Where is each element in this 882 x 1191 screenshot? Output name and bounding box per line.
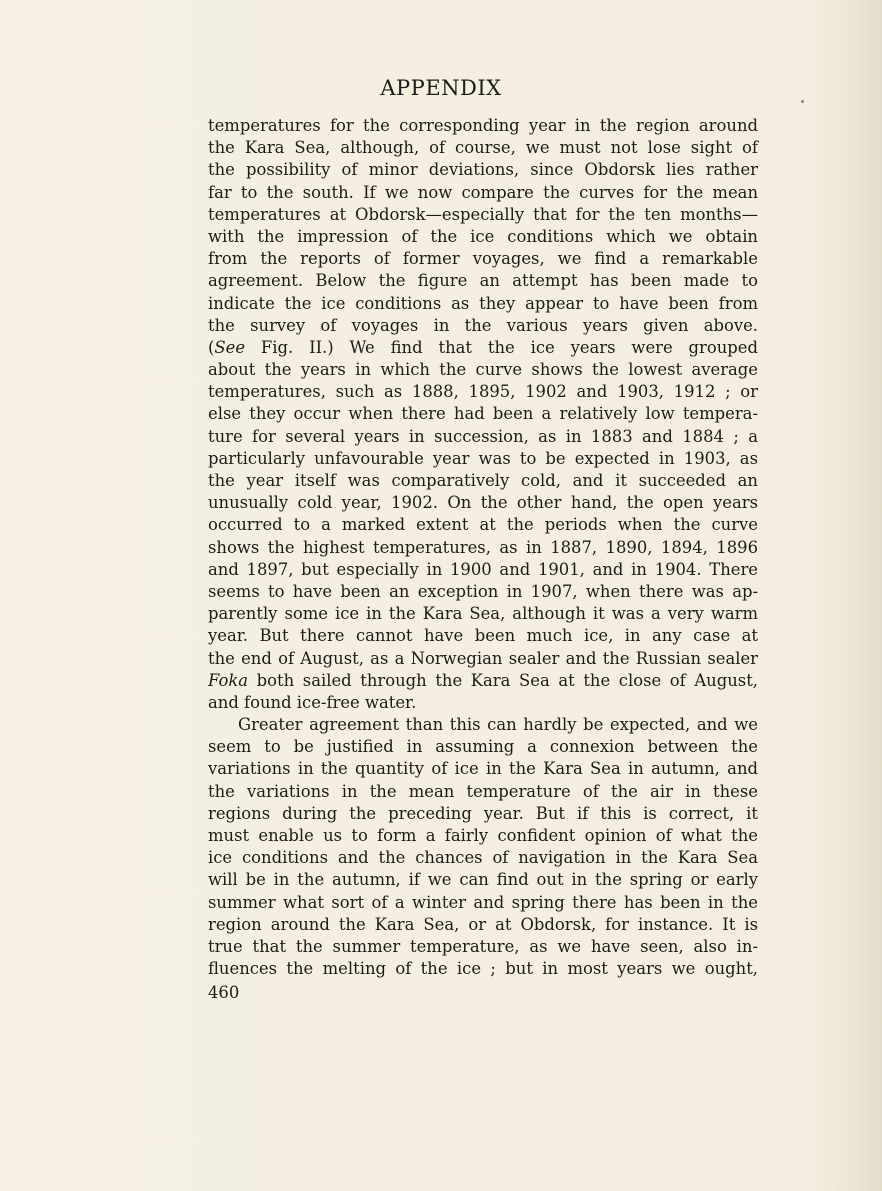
- text-line: agreement. Below the figure an attempt has been made to: [208, 271, 758, 291]
- text-line: true that the summer temperature, as we have seen, also in-: [208, 936, 758, 956]
- text-line: the variations in the mean temperature of the air in these: [208, 781, 758, 801]
- text-line: Greater agreement than this can hardly be expected, and we: [238, 715, 758, 735]
- text-line: from the reports of former voyages, we find a remarkable: [208, 249, 758, 269]
- text-line: temperatures at Obdorsk—especially that for the ten months—: [208, 204, 758, 224]
- text-line: summer what sort of a winter and spring there has been in the: [208, 892, 758, 912]
- text-line: about the years in which the curve shows the lowest average: [208, 360, 758, 380]
- line-text: Fig. II.) We find that the ice years were grouped: [245, 337, 758, 357]
- italic-term: Foka: [208, 670, 249, 690]
- text-line: the end of August, as a Norwegian sealer and the Russian sealer: [208, 648, 758, 668]
- page-number: 460: [208, 983, 240, 1002]
- line-text: (: [208, 337, 215, 357]
- text-line: must enable us to form a fairly confident opinion of what the: [208, 826, 758, 845]
- text-line: variations in the quantity of ice in the Kara Sea in autumn, and: [208, 759, 758, 779]
- text-line: temperatures for the corresponding year in the region around: [208, 116, 758, 135]
- text-line: the survey of voyages in the various years given above.: [208, 315, 758, 335]
- text-line: [208, 670, 758, 692]
- text-line: else they occur when there had been a relatively low tempera-: [208, 404, 758, 424]
- text-line: the year itself was comparatively cold, and it succeeded an: [208, 471, 758, 490]
- text-line: ice conditions and the chances of navigation in the Kara Sea: [208, 848, 758, 868]
- running-header: APPENDIX: [380, 76, 502, 100]
- paper-speck: [801, 100, 804, 103]
- italic-term: See: [214, 337, 246, 357]
- text-line: parently some ice in the Kara Sea, although it was a very warm: [208, 604, 758, 624]
- text-line: with the impression of the ice conditions which we obtain: [208, 226, 758, 246]
- text-line: shows the highest temperatures, as in 1887, 1890, 1894, 1896: [208, 537, 758, 557]
- text-line: regions during the preceding year. But if this is correct, it: [208, 803, 758, 823]
- text-line: occurred to a marked extent at the periods when the curve: [208, 515, 758, 535]
- text-line: and 1897, but especially in 1900 and 1901, and in 1904. There: [208, 559, 758, 579]
- text-line: fluences the melting of the ice ; but in most years we ought,: [208, 959, 758, 979]
- body-text: [208, 115, 758, 980]
- text-line: indicate the ice conditions as they appear to have been from: [208, 293, 758, 313]
- text-line: seem to be justified in assuming a connexion between the: [208, 737, 758, 757]
- text-line: region around the Kara Sea, or at Obdorsk, for instance. It is: [208, 914, 758, 934]
- text-line: unusually cold year, 1902. On the other hand, the open years: [208, 493, 758, 513]
- text-line: will be in the autumn, if we can find out in the spring or early: [208, 870, 758, 890]
- text-line: ture for several years in succession, as in 1883 and 1884 ; a: [208, 426, 758, 446]
- text-line: particularly unfavourable year was to be expected in 1903, as: [208, 448, 758, 468]
- text-line: the Kara Sea, although, of course, we must not lose sight of: [208, 138, 758, 158]
- text-line: temperatures, such as 1888, 1895, 1902 and 1903, 1912 ; or: [208, 382, 758, 402]
- line-text: both sailed through the Kara Sea at the close of August,: [248, 670, 758, 690]
- text-line: seems to have been an exception in 1907, when there was ap-: [208, 581, 758, 601]
- text-line: and found ice-free water.: [208, 692, 417, 712]
- text-line: far to the south. If we now compare the curves for the mean: [208, 182, 758, 202]
- text-line: [208, 337, 758, 359]
- text-line: year. But there cannot have been much ice, in any case at: [208, 626, 758, 646]
- text-line: the possibility of minor deviations, since Obdorsk lies rather: [208, 160, 758, 180]
